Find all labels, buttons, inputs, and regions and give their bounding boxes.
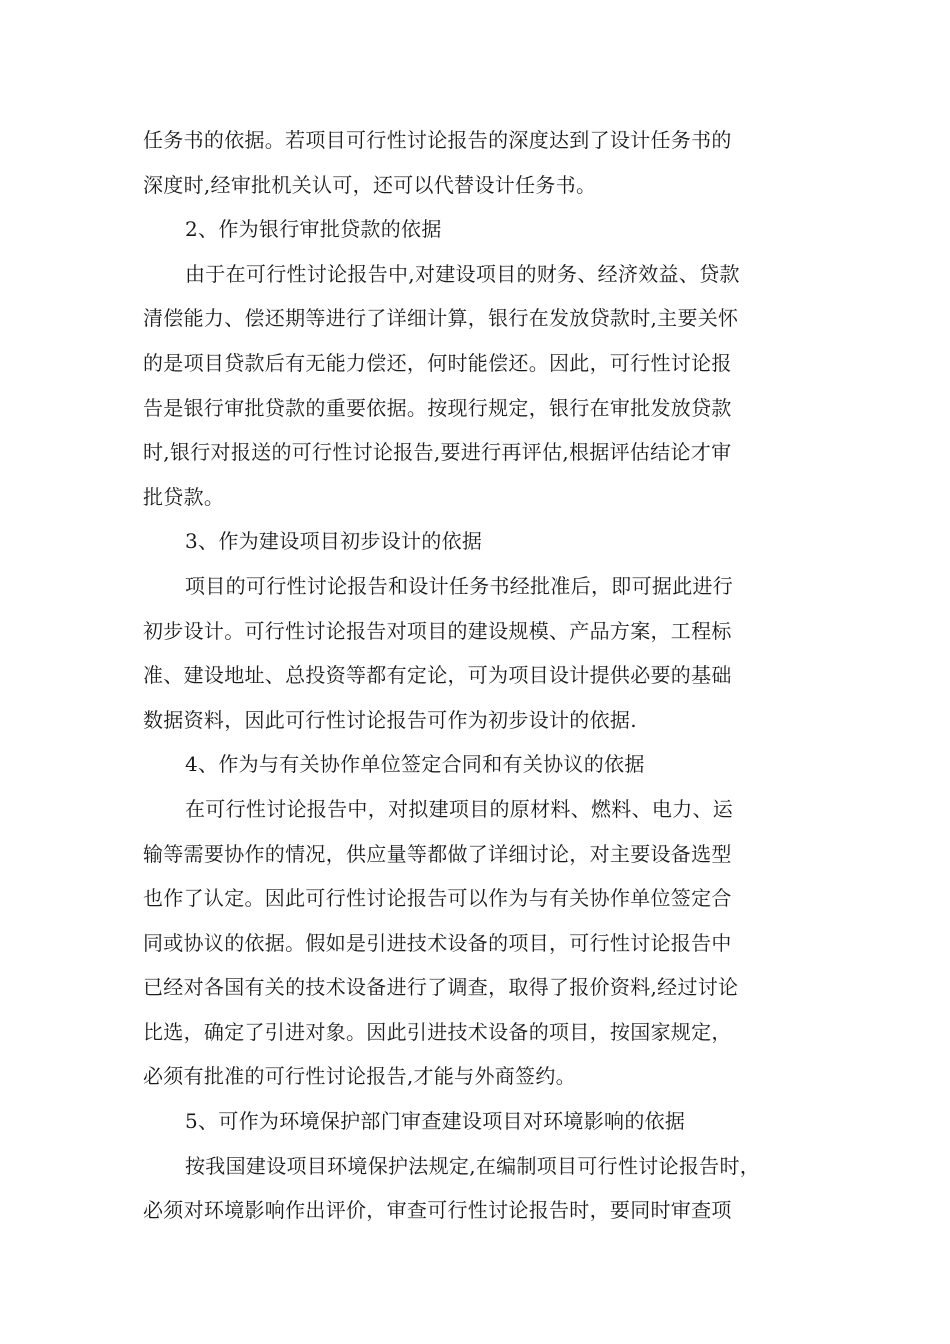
paragraph-line: 项目的可行性讨论报告和设计任务书经批准后，即可据此进行 [185,573,734,598]
section-heading: 5、可作为环境保护部门审查建设项目对环境影响的依据 [185,1109,686,1134]
paragraph-line: 按我国建设项目环境保护法规定,在编制项目可行性讨论报告时， [185,1153,761,1178]
paragraph-line: 在可行性讨论报告中，对拟建项目的原材料、燃料、电力、运 [185,796,734,821]
paragraph-line: 任务书的依据。若项目可行性讨论报告的深度达到了设计任务书的 [143,128,732,152]
paragraph-line: 由于在可行性讨论报告中,对建设项目的财务、经济效益、贷款 [185,261,740,286]
paragraph-line: 批贷款。 [143,484,225,509]
paragraph-line: 也作了认定。因此可行性讨论报告可以作为与有关协作单位签定合 [143,886,732,911]
paragraph-line: 已经对各国有关的技术设备进行了调查，取得了报价资料,经过讨论 [143,975,739,1000]
paragraph-line: 的是项目贷款后有无能力偿还，何时能偿还。因此，可行性讨论报 [143,350,732,375]
document-body [143,118,811,1233]
paragraph-line: 告是银行审批贷款的重要依据。按现行规定，银行在审批发放贷款 [143,395,732,420]
paragraph-line: 准、建设地址、总投资等都有定论，可为项目设计提供必要的基础 [143,663,732,688]
paragraph-line: 清偿能力、偿还期等进行了详细计算，银行在发放贷款时,主要关怀 [143,306,739,331]
section-heading: 3、作为建设项目初步设计的依据 [185,529,483,554]
paragraph-line: 深度时,经审批机关认可，还可以代替设计任务书。 [143,172,597,197]
paragraph-line: 输等需要协作的情况，供应量等都做了详细讨论，对主要设备选型 [143,841,732,866]
paragraph-line: 初步设计。可行性讨论报告对项目的建设规模、产品方案，工程标 [143,618,732,643]
paragraph-line: 必须有批准的可行性讨论报告,才能与外商签约。 [143,1064,576,1089]
paragraph-line: 时,银行对报送的可行性讨论报告,要进行再评估,根据评估结论才审 [143,440,732,465]
section-heading: 4、作为与有关协作单位签定合同和有关协议的依据 [185,752,645,777]
paragraph-line: 数据资料，因此可行性讨论报告可作为初步设计的依据. [143,707,637,732]
paragraph-line: 比选，确定了引进对象。因此引进技术设备的项目，按国家规定， [143,1019,732,1044]
paragraph-line: 同或协议的依据。假如是引进技术设备的项目，可行性讨论报告中 [143,930,732,955]
paragraph-line: 必须对环境影响作出评价，审查可行性讨论报告时，要同时审查项 [143,1198,732,1223]
section-heading: 2、作为银行审批贷款的依据 [185,217,442,242]
